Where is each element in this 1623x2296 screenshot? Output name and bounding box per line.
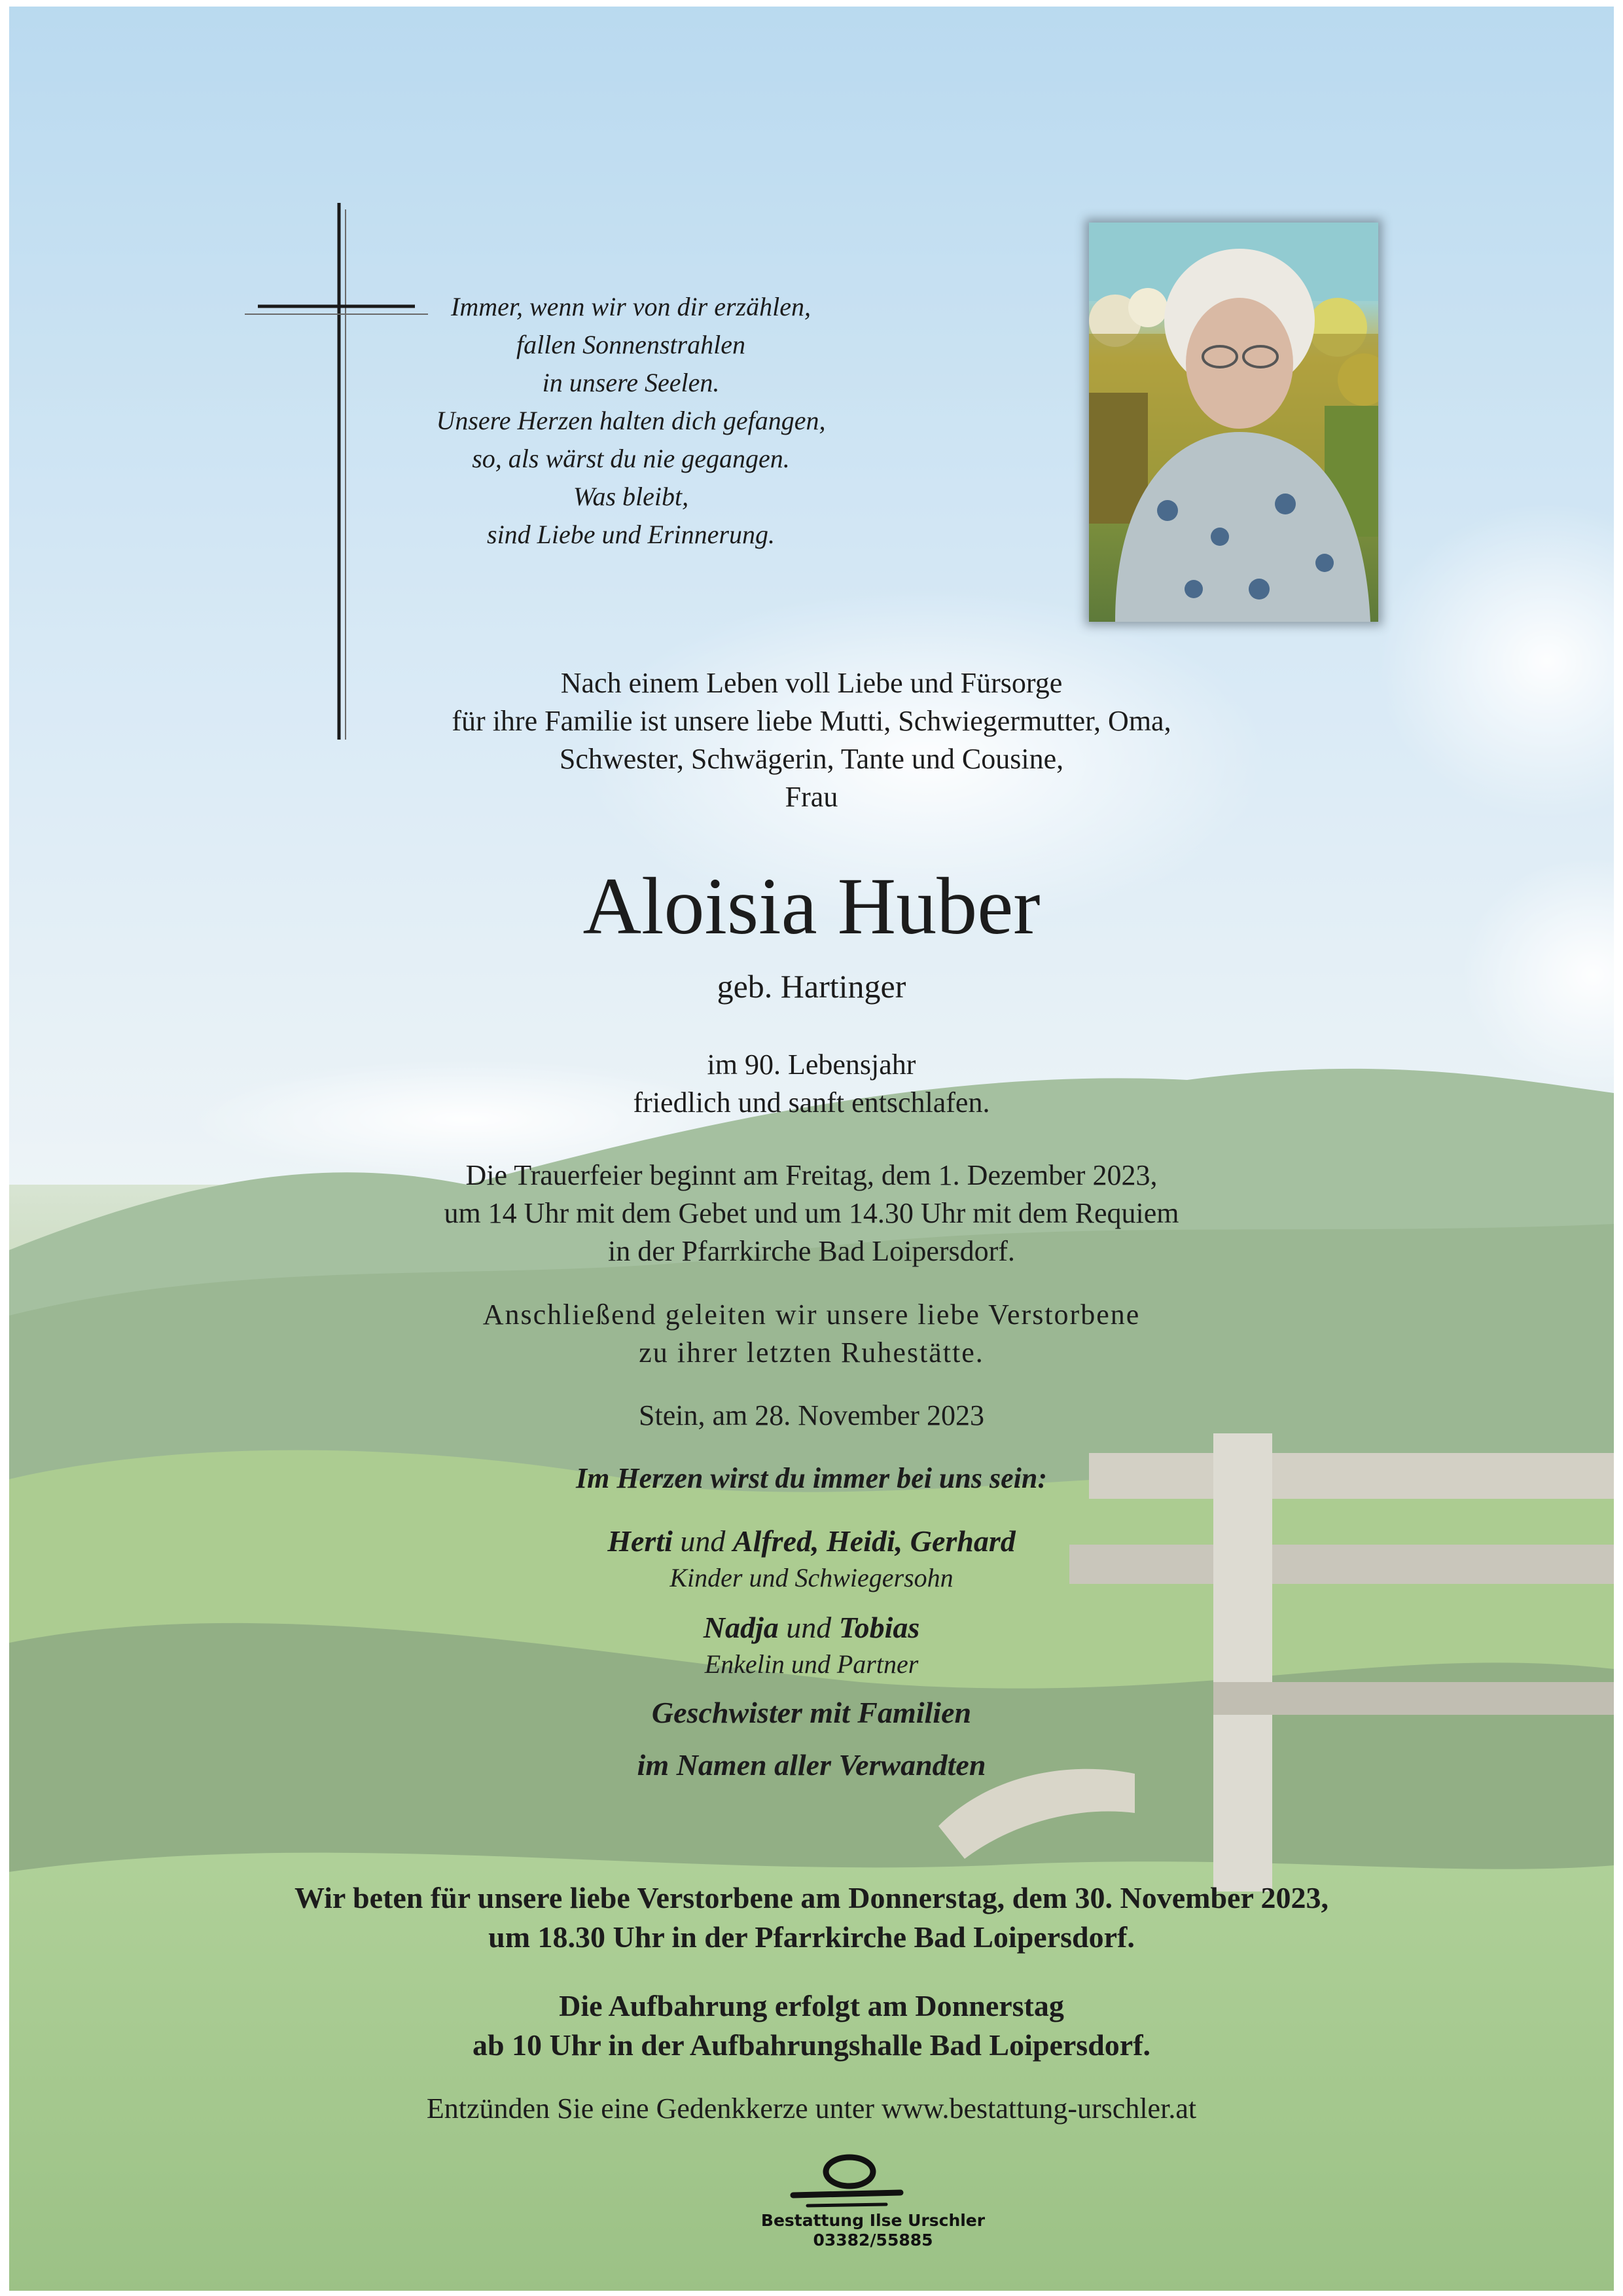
portrait-illustration: [1089, 223, 1378, 622]
place-date: Stein, am 28. November 2023: [639, 1399, 984, 1431]
ceremony-line: in der Pfarrkirche Bad Loipersdorf.: [608, 1235, 1015, 1267]
burial-text: [157, 1296, 1466, 1372]
poem-line: in unsere Seelen.: [542, 368, 720, 397]
mourner-conjunction: und: [786, 1611, 832, 1644]
undertaker-phone: 03382/55885: [813, 2231, 933, 2250]
mourner-name: Tobias: [838, 1611, 920, 1644]
intro-text: [157, 664, 1466, 816]
mourner-conjunction: und: [680, 1524, 726, 1558]
obituary-page: [9, 7, 1614, 2291]
birth-name: geb. Hartinger: [717, 968, 906, 1005]
laying-out-line: Die Aufbahrung erfolgt am Donnerstag: [559, 1989, 1064, 2022]
poem-line: Immer, wenn wir von dir erzählen,: [451, 292, 811, 321]
prayer-line: Wir beten für unsere liebe Verstorbene am Donnerstag, dem 30. November 2023,: [294, 1881, 1329, 1914]
age-text: [157, 1046, 1466, 1122]
age-line: im 90. Lebensjahr: [707, 1049, 916, 1081]
poem-line: sind Liebe und Erinnerung.: [487, 520, 775, 549]
poem: [428, 288, 834, 554]
ceremony-line: um 14 Uhr mit dem Gebet und um 14.30 Uhr mit dem Requiem: [444, 1197, 1179, 1229]
poem-line: fallen Sonnenstrahlen: [516, 330, 745, 359]
portrait-photo: [1089, 223, 1378, 622]
mourner-name: Herti: [607, 1524, 673, 1558]
prayer-line: um 18.30 Uhr in der Pfarrkirche Bad Loipersdorf.: [488, 1920, 1135, 1954]
intro-line: Nach einem Leben voll Liebe und Fürsorge: [560, 667, 1063, 699]
intro-line: für ihre Familie ist unsere liebe Mutti, Schwiegermutter, Oma,: [452, 705, 1171, 737]
age-line: friedlich und sanft entschlafen.: [633, 1086, 990, 1119]
mourner-relation: Enkelin und Partner: [704, 1649, 919, 1679]
poem-line: Was bleibt,: [573, 482, 689, 511]
deceased-name: Aloisia Huber: [582, 861, 1041, 951]
mourner-group-3: Geschwister mit Familien: [651, 1696, 972, 1729]
mourner-group-2: [157, 1609, 1466, 1647]
candle-line: Entzünden Sie eine Gedenkkerze unter www.bestattung-urschler.at: [426, 2092, 1197, 2125]
urschler-logo-icon: [788, 2147, 906, 2212]
burial-line: zu ihrer letzten Ruhestätte.: [639, 1336, 984, 1369]
mourner-name: Nadja: [703, 1611, 779, 1644]
burial-line: Anschließend geleiten wir unsere liebe Verstorbene: [482, 1299, 1141, 1331]
mourner-relation: Kinder und Schwiegersohn: [669, 1563, 954, 1592]
mourner-group-1: [157, 1522, 1466, 1560]
undertaker-name: Bestattung Ilse Urschler: [760, 2211, 986, 2230]
prayer-text: [157, 1878, 1466, 1957]
laying-out-text: [157, 1986, 1466, 2065]
laying-out-line: ab 10 Uhr in der Aufbahrungshalle Bad Loipersdorf.: [472, 2028, 1151, 2062]
intro-line: Frau: [785, 781, 838, 813]
intro-line: Schwester, Schwägerin, Tante und Cousine,: [559, 743, 1064, 775]
mourner-group-4: im Namen aller Verwandten: [637, 1748, 986, 1782]
ceremony-line: Die Trauerfeier beginnt am Freitag, dem 1. Dezember 2023,: [465, 1159, 1158, 1191]
mourner-name: Alfred, Heidi, Gerhard: [732, 1524, 1016, 1558]
heart-line: Im Herzen wirst du immer bei uns sein:: [575, 1462, 1047, 1494]
ceremony-text: [157, 1157, 1466, 1270]
poem-line: Unsere Herzen halten dich gefangen,: [436, 406, 826, 435]
poem-line: so, als wärst du nie gegangen.: [472, 444, 790, 473]
